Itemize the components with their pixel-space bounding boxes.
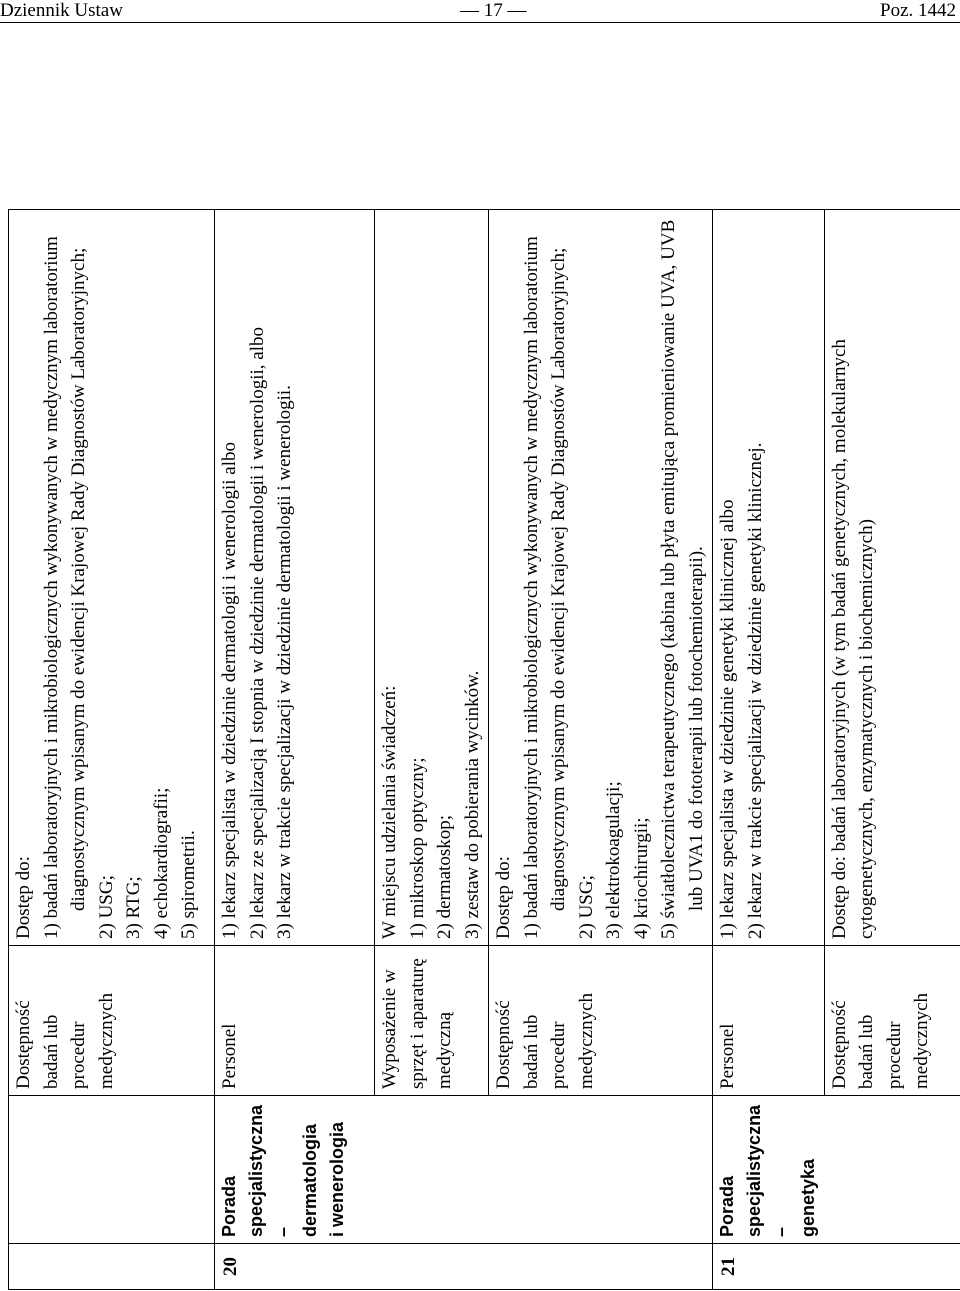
journal-title: Dziennik Ustaw (0, 0, 123, 21)
requirement-content (824, 210, 960, 946)
content-list (714, 216, 769, 939)
service-name (375, 1096, 489, 1244)
table-row (9, 210, 215, 1290)
list-item: 3) lekarz w trakcie specjalizacji w dziedzinie dermatologii i wenerologii. (274, 385, 295, 939)
service-name-line: dermatologia (300, 1123, 320, 1237)
position-number: Poz. 1442 (880, 0, 956, 21)
requirement-category: Dostępność badań lub procedur medycznych (824, 946, 960, 1096)
list-item: 3) elektrokoagulacji; (603, 781, 624, 939)
table-row (215, 210, 375, 1290)
list-item: 5) światłolecznictwa terapeutycznego (kabina lub płyta emitująca promieniowanie UVA, UVB lub UVA1 do fototerapii lub fotochemioterapii). (658, 219, 707, 939)
content-list (518, 216, 711, 939)
content-intro: Dostęp do: (493, 856, 514, 939)
content-intro: Dostęp do: (13, 856, 34, 939)
row-number: 20 (215, 1244, 375, 1290)
list-item: 2) USG; (95, 875, 117, 939)
list-item: 1) mikroskop optyczny; (406, 757, 428, 939)
list-item: 1) badań laboratoryjnych i mikrobiologicznych wykonywanych w medycznym laboratorium diagnostycznym wpisanym do ewidencji Krajowej Rady Diagnostów Laboratoryjnych; (40, 236, 89, 939)
list-item: 4) echokardiografii; (150, 787, 172, 939)
requirement-category: Wyposażenie w sprzęt i aparaturę medyczną (375, 946, 489, 1096)
row-number: 21 (713, 1244, 825, 1290)
service-name (713, 1096, 825, 1244)
requirement-content (215, 210, 375, 946)
list-item: 2) dermatoskop; (434, 814, 455, 939)
list-item: 2) lekarz ze specjalizacją I stopnia w dziedzinie dermatologii i wenerologii, albo (246, 327, 268, 939)
requirement-content (9, 210, 215, 946)
requirement-content (375, 210, 489, 946)
table-row (824, 210, 960, 1290)
list-item: 3) RTG; (123, 876, 144, 939)
requirement-content (713, 210, 825, 946)
table-row (713, 210, 825, 1290)
service-name (215, 1096, 375, 1244)
requirement-content (489, 210, 713, 946)
service-name (9, 1096, 215, 1244)
page-header (0, 0, 960, 24)
content-list (404, 216, 487, 939)
requirement-category: Dostępność badań lub procedur medycznych (489, 946, 713, 1096)
list-item: 5) spirometrii. (178, 830, 199, 939)
service-name (824, 1096, 960, 1244)
requirements-table (8, 209, 960, 1290)
list-item: 1) lekarz specjalista w dziedzinie genetyki klinicznej albo (717, 499, 738, 939)
content-intro: Dostęp do: badań laboratoryjnych (w tym badań genetycznych, molekularnych cytogenetycznych, enzymatycznych i biochemicznych) (828, 339, 877, 939)
row-number (9, 1244, 215, 1290)
service-name-line: Porada (219, 1175, 239, 1237)
service-name (489, 1096, 713, 1244)
requirement-category: Personel (215, 946, 375, 1096)
service-name-line: i wenerologia (327, 1121, 347, 1237)
content-intro: W miejscu udzielania świadczeń: (379, 685, 400, 939)
list-item: 4) kriochirurgii; (630, 817, 652, 939)
table-row (375, 210, 489, 1290)
header-rule (0, 22, 960, 23)
page-number: — 17 — (460, 0, 527, 21)
rotated-table-container (8, 210, 932, 1290)
list-item: 2) USG; (575, 875, 597, 939)
list-item: 1) lekarz specjalista w dziedzinie dermatologii i wenerologii albo (219, 442, 240, 939)
service-name-line: specjalistyczna – (246, 1104, 293, 1237)
list-item: 3) zestaw do pobierania wycinków. (461, 670, 483, 939)
list-item: 2) lekarz w trakcie specjalizacji w dziedzinie genetyki klinicznej. (744, 442, 766, 939)
table-row (489, 210, 713, 1290)
service-name-line: specjalistyczna – (744, 1104, 791, 1237)
row-number (375, 1244, 489, 1290)
content-list (38, 216, 203, 939)
service-name-line: Porada (717, 1175, 737, 1237)
row-number (489, 1244, 713, 1290)
row-number (824, 1244, 960, 1290)
requirement-category: Dostępność badań lub procedur medycznych (9, 946, 215, 1096)
service-name-line: genetyka (798, 1158, 818, 1237)
content-list (216, 216, 299, 939)
requirement-category: Personel (713, 946, 825, 1096)
list-item: 1) badań laboratoryjnych i mikrobiologicznych wykonywanych w medycznym laboratorium diagnostycznym wpisanym do ewidencji Krajowej Rady Diagnostów Laboratoryjnych; (520, 236, 569, 939)
